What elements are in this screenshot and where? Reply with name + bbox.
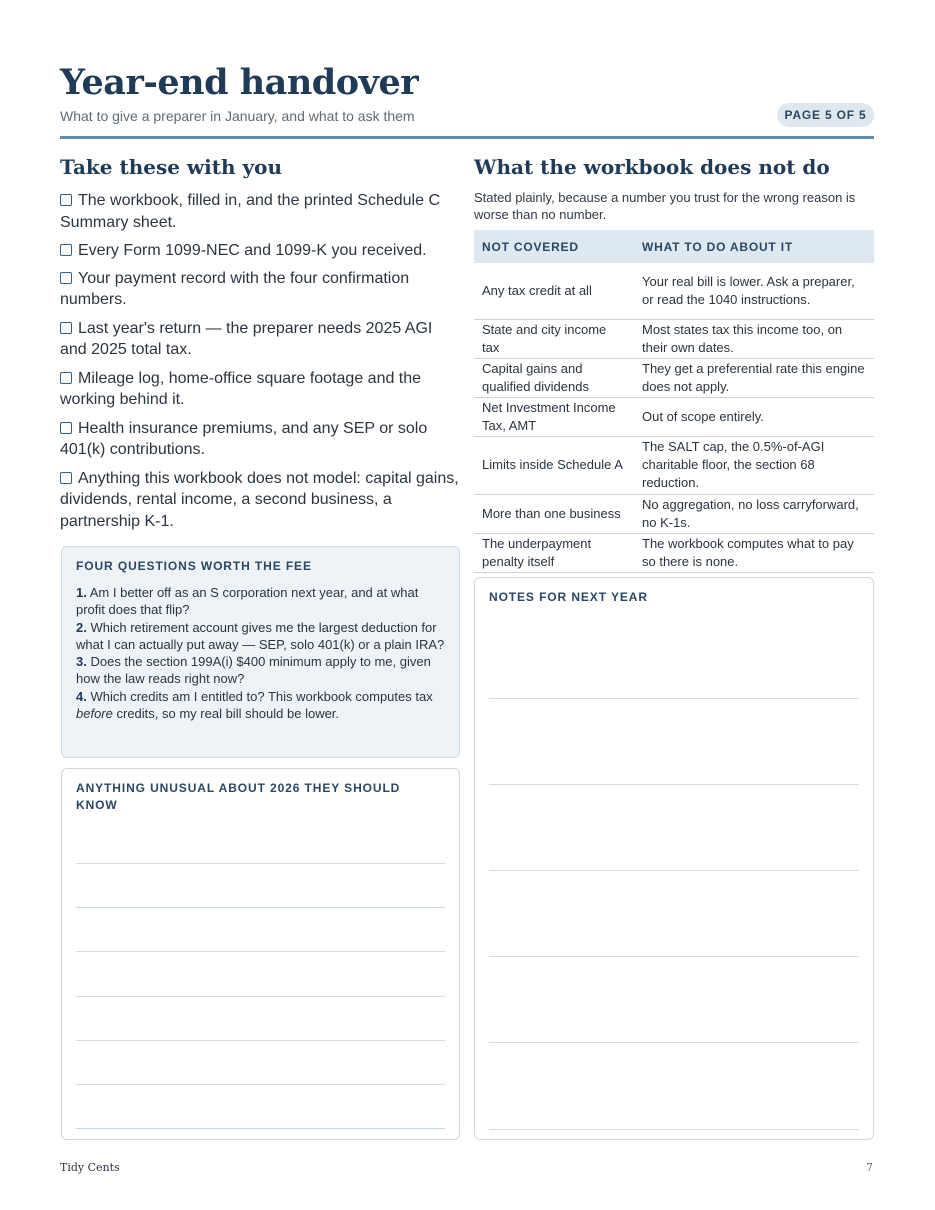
checklist-item bbox=[60, 418, 462, 461]
table-cell: Net Investment Income Tax, AMT bbox=[474, 397, 634, 436]
checklist-item-text: Health insurance premiums, and any SEP or solo 401(k) contributions. bbox=[60, 419, 428, 458]
table-row bbox=[474, 263, 874, 319]
checkbox-icon[interactable] bbox=[60, 244, 72, 256]
question-number: 2. bbox=[76, 619, 87, 635]
checkbox-icon[interactable] bbox=[60, 322, 72, 334]
checklist-item bbox=[60, 368, 462, 411]
table-cell: Any tax credit at all bbox=[474, 263, 634, 319]
question-item bbox=[76, 584, 445, 619]
checklist bbox=[60, 190, 462, 539]
questions-list bbox=[76, 584, 445, 722]
unusual-card-label: ANYTHING UNUSUAL ABOUT 2026 THEY SHOULD KNOW bbox=[76, 781, 401, 812]
question-text: Which retirement account gives me the largest deduction for what I can actually put away — SEP, solo 401(k) or a plain IRA? bbox=[76, 619, 445, 652]
writing-line bbox=[76, 1040, 445, 1041]
not-covered-table bbox=[474, 230, 874, 573]
checklist-item-text: Last year's return — the preparer needs 2025 AGI and 2025 total tax. bbox=[60, 319, 433, 358]
table-cell: Limits inside Schedule A bbox=[474, 436, 634, 494]
unusual-2026-card bbox=[61, 768, 460, 1140]
not-covered-intro: Stated plainly, because a number you trust for the wrong reason is worse than no number. bbox=[474, 190, 856, 222]
notes-card bbox=[474, 577, 874, 1140]
table-cell: The workbook computes what to pay so there is none. bbox=[634, 533, 874, 572]
checklist-item-text: The workbook, filled in, and the printed Schedule C Summary sheet. bbox=[60, 192, 440, 231]
checkbox-icon[interactable] bbox=[60, 194, 72, 206]
checklist-item bbox=[60, 240, 462, 262]
question-item bbox=[76, 653, 445, 688]
writing-line bbox=[76, 996, 445, 997]
question-number: 1. bbox=[76, 585, 87, 600]
question-text: Does the section 199A(i) $400 minimum apply to me, given how the law reads right now? bbox=[76, 654, 431, 687]
writing-line bbox=[489, 1042, 859, 1043]
table-row bbox=[474, 397, 874, 436]
checklist-item bbox=[60, 268, 462, 311]
question-text: Am I better off as an S corporation next year, and at what profit does that flip? bbox=[76, 585, 419, 618]
table-cell: More than one business bbox=[474, 494, 634, 533]
questions-card bbox=[61, 546, 460, 758]
writing-line bbox=[489, 870, 859, 871]
table-cell: The underpayment penalty itself bbox=[474, 533, 634, 572]
writing-line bbox=[76, 1128, 445, 1129]
writing-line bbox=[489, 956, 859, 957]
page-title: Year-end handover bbox=[60, 62, 419, 103]
column-header-not-covered: NOT COVERED bbox=[474, 230, 634, 263]
table-row bbox=[474, 436, 874, 494]
table-row bbox=[474, 533, 874, 572]
checklist-item bbox=[60, 190, 462, 233]
writing-line bbox=[76, 907, 445, 908]
writing-line bbox=[76, 863, 445, 864]
table-row bbox=[474, 358, 874, 397]
questions-card-label: FOUR QUESTIONS WORTH THE FEE bbox=[76, 559, 312, 573]
page-subtitle: What to give a preparer in January, and what to ask them bbox=[60, 108, 415, 124]
checklist-heading: Take these with you bbox=[60, 155, 282, 179]
table-cell: Your real bill is lower. Ask a preparer, or read the 1040 instructions. bbox=[634, 263, 874, 319]
footer-brand: Tidy Cents bbox=[60, 1161, 120, 1174]
notes-card-label: NOTES FOR NEXT YEAR bbox=[489, 590, 648, 604]
page-badge: PAGE 5 OF 5 bbox=[777, 103, 874, 127]
table-cell: State and city income tax bbox=[474, 319, 634, 358]
question-number: 4. bbox=[76, 688, 87, 704]
question-item bbox=[76, 688, 445, 723]
checkbox-icon[interactable] bbox=[60, 472, 72, 484]
checklist-item-text: Mileage log, home-office square footage and the working behind it. bbox=[60, 369, 422, 408]
not-covered-heading: What the workbook does not do bbox=[474, 155, 830, 179]
writing-line bbox=[76, 951, 445, 952]
question-text-end: credits, so my real bill should be lower. bbox=[112, 706, 340, 722]
table-cell: No aggregation, no loss carryforward, no K-1s. bbox=[634, 494, 874, 533]
footer-page-number: 7 bbox=[866, 1161, 873, 1174]
table-header-row bbox=[474, 230, 874, 263]
question-emphasis: before bbox=[76, 706, 113, 722]
header-rule bbox=[60, 136, 874, 139]
checklist-item bbox=[60, 468, 462, 533]
table-row bbox=[474, 494, 874, 533]
checklist-item-text: Your payment record with the four confirmation numbers. bbox=[60, 269, 410, 308]
column-header-what-to-do: WHAT TO DO ABOUT IT bbox=[634, 230, 874, 263]
checkbox-icon[interactable] bbox=[60, 422, 72, 434]
table-cell: Capital gains and qualified dividends bbox=[474, 358, 634, 397]
checkbox-icon[interactable] bbox=[60, 372, 72, 384]
writing-line bbox=[489, 784, 859, 785]
checkbox-icon[interactable] bbox=[60, 272, 72, 284]
table-cell: The SALT cap, the 0.5%-of-AGI charitable floor, the section 68 reduction. bbox=[634, 436, 874, 494]
checklist-item bbox=[60, 318, 462, 361]
table-cell: Most states tax this income too, on their own dates. bbox=[634, 319, 874, 358]
checklist-item-text: Every Form 1099-NEC and 1099-K you received. bbox=[78, 242, 427, 259]
question-item bbox=[76, 619, 445, 654]
question-number: 3. bbox=[76, 654, 87, 670]
table-row bbox=[474, 319, 874, 358]
writing-line bbox=[489, 1129, 859, 1130]
table-cell: They get a preferential rate this engine does not apply. bbox=[634, 358, 874, 397]
table-cell: Out of scope entirely. bbox=[634, 397, 874, 436]
question-text: Which credits am I entitled to? This workbook computes tax bbox=[90, 688, 433, 704]
checklist-item-text: Anything this workbook does not model: capital gains, dividends, rental income, a second business, a partnership K-1. bbox=[60, 469, 459, 530]
writing-line bbox=[76, 1084, 445, 1085]
writing-line bbox=[489, 698, 859, 699]
